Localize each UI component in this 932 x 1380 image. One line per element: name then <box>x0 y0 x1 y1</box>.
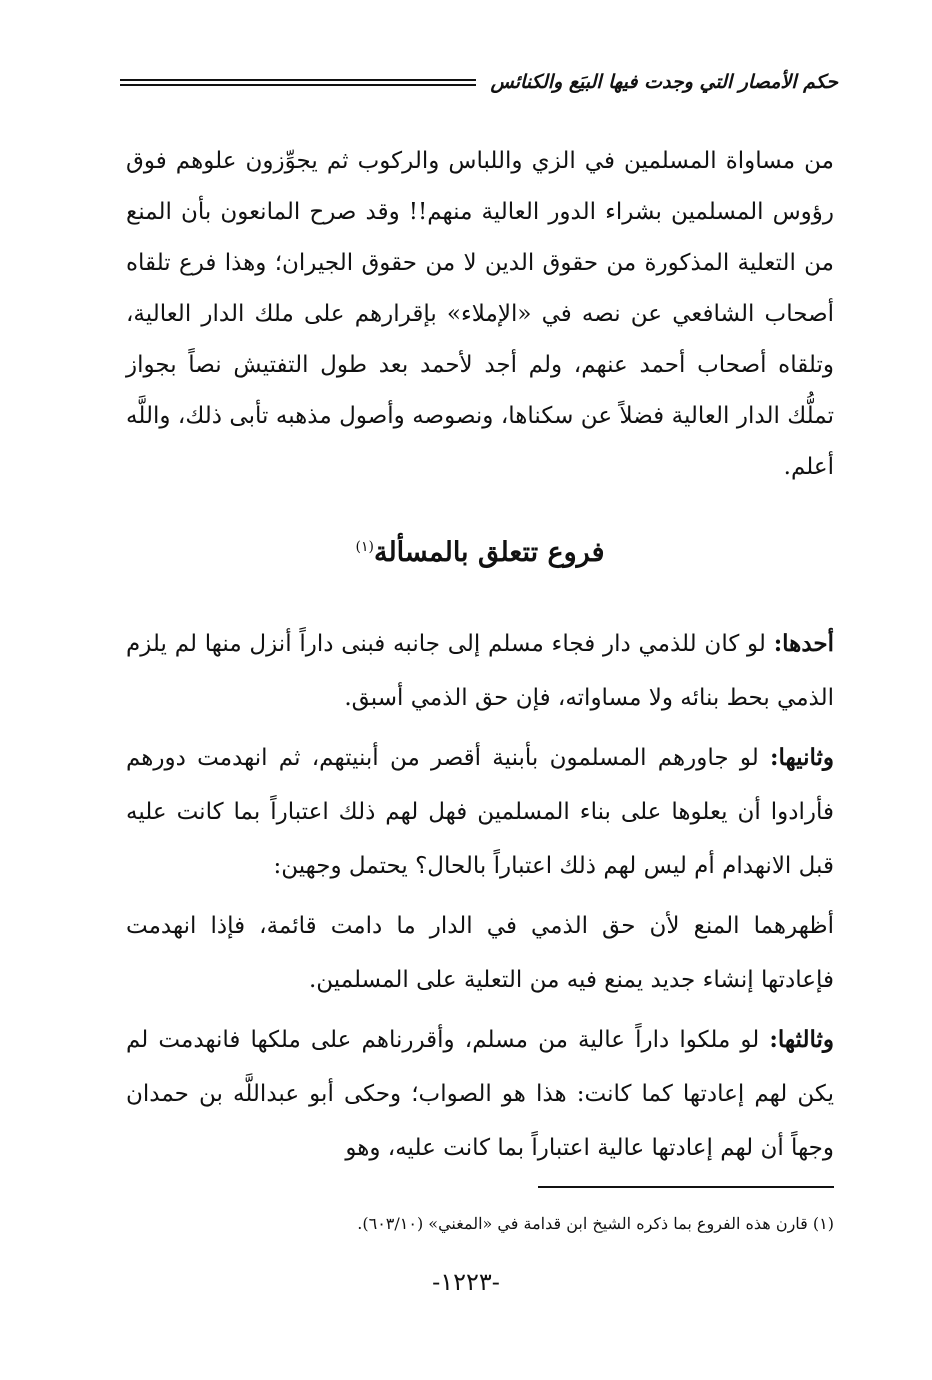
branch-label: وثالثها: <box>769 1026 834 1053</box>
branch-text: لو جاورهم المسلمون بأبنية أقصر من أبنيتهم، ثم انهدمت دورهم فأرادوا أن يعلوها على بناء المسلمين فهل لهم ذلك اعتباراً بما كانت عليه قبل الانهدام أم ليس لهم ذلك اعتباراً بالحال؟ يحتمل وجهين: <box>126 745 834 879</box>
page-number: -١٢٢٣- <box>432 1268 500 1296</box>
branch-third <box>126 1013 834 1175</box>
footnote-separator <box>538 1186 834 1188</box>
running-header <box>120 62 838 102</box>
footnote <box>126 1210 834 1238</box>
branch-label: وثانيها: <box>770 744 834 771</box>
section-heading-text: فروع تتعلق بالمسألة <box>373 537 605 568</box>
section-heading <box>126 522 834 578</box>
branch-first <box>126 617 834 725</box>
branch-text: لو ملكوا داراً عالية من مسلم، وأقررناهم على ملكها فانهدمت لم يكن لهم إعادتها كما كانت: هذا هو الصواب؛ وحكى أبو عبداللَّه بن حمدان وجهاً أن لهم إعادتها عالية اعتباراً بما كانت عليه، وهو <box>126 1027 834 1161</box>
footnote-reference: (١) <box>355 539 374 555</box>
branch-label: أحدها: <box>773 630 834 657</box>
footnote-text: (١) قارن هذه الفروع بما ذكره الشيخ ابن قدامة في «المغني» (٦٠٣/١٠). <box>357 1214 834 1233</box>
main-paragraph <box>126 136 834 493</box>
branch-text: أظهرهما المنع لأن حق الذمي في الدار ما دامت قائمة، فإذا انهدمت فإعادتها إنشاء جديد يمنع فيه من التعلية على المسلمين. <box>126 913 834 993</box>
branch-second-ruling <box>126 899 834 1007</box>
header-double-rule <box>120 79 476 86</box>
running-header-title: حكم الأمصار التي وجدت فيها البيَع والكنائس <box>490 71 838 93</box>
paragraph-text: من مساواة المسلمين في الزي واللباس والركوب ثم يجوِّزون علوهم فوق رؤوس المسلمين بشراء الدور العالية منهم!! وقد صرح المانعون بأن المنع من التعلية المذكورة من حقوق الدين لا من حقوق الجيران؛ وهذا فرع تلقاه أصحاب الشافعي عن نصه في «الإملاء» بإقرارهم على ملك الدار العالية، وتلقاه أصحاب أحمد عنهم، ولم أجد لأحمد بعد طول التفتيش نصاً بجواز تملُّك الدار العالية فضلاً عن سكناها، ونصوصه وأصول مذهبه تأبى ذلك، واللَّه أعلم. <box>126 148 834 480</box>
branch-second <box>126 731 834 893</box>
branch-text: لو كان للذمي دار فجاء مسلم إلى جانبه فبنى داراً أنزل منها لم يلزم الذمي بحط بنائه ولا مساواته، فإن حق الذمي أسبق. <box>126 631 834 711</box>
